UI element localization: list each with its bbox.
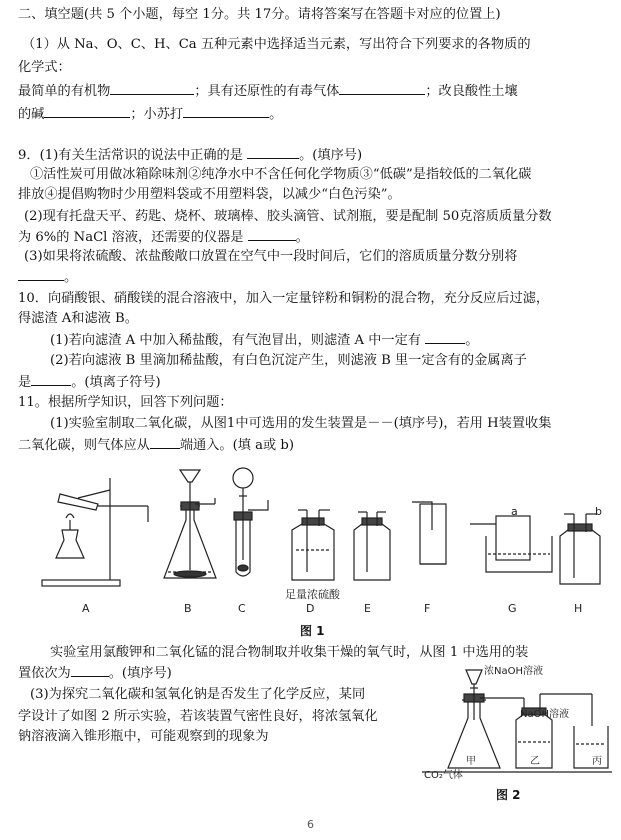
q9-line7 [18,268,77,286]
answer-blank-q10-1[interactable] [425,331,465,344]
q1-end: 。 [269,107,283,122]
q11-line5-b: 。(填序号) [108,666,172,681]
q11-line8: 钠溶液滴入锥形瓶中，可能观察到的现象为 [18,729,269,744]
apparatus-c [233,468,268,576]
q9-line6: (3)如果将浓硫酸、浓盐酸敞口放置在空气中一段时间后，它们的溶质质量分数分别将 [24,249,518,264]
fig2-yi: 乙 [530,756,540,767]
q1-line3 [18,82,518,100]
q11-line7: 学设计了如图 2 所示实验，若该装置气密性良好，将浓氢氧化 [18,709,378,724]
q11-line2: (1)实验室制取二氧化碳，从图1中可选用的发生装置是－－(填序号)，若用 H装置收集 [50,416,552,431]
label-g: G [508,602,517,615]
label-b: B [184,602,192,615]
d-note: 足量浓硫酸 [285,588,340,601]
q10-line5 [18,373,161,391]
label-e: E [364,602,371,615]
q10-line5-b: 。(填离子符号) [71,375,161,390]
q10-line4: (2)若向滤液 B 里滴加稀盐酸，有白色沉淀产生，则滤液 B 里一定含有的金属离子 [50,353,527,368]
q1-line1: （1）从 Na、O、C、H、Ca 五种元素中选择适当元素，写出符合下列要求的各物质的 [22,37,531,52]
q11-line3-a: 二氧化碳，则气体应从 [18,438,150,453]
figure-2-caption: 图 2 [496,788,521,802]
label-f: F [424,602,431,615]
apparatus-b [164,470,216,578]
fig2-bing: 丙 [592,756,602,767]
apparatus-a [42,478,148,586]
q11-line5 [18,664,172,682]
q9-line1 [18,146,362,164]
page-number: 6 [307,818,314,831]
q9-line1-text: 9．(1)有关生活常识的说法中正确的是 [18,148,243,163]
q11-line3 [18,436,294,454]
q10-line3-text: (1)若向滤渣 A 中加入稀盐酸，有气泡冒出，则滤渣 A 中一定有 [50,333,421,348]
q9-line2: ①活性炭可用做冰箱除味剂②纯净水中不含任何化学物质③“低碳”是指较低的二氧化碳 [30,167,532,182]
q1-a-text: 最简单的有机物 [18,84,111,99]
apparatus-h [560,514,600,584]
answer-blank-base[interactable] [44,105,130,118]
label-h: H [574,602,583,615]
fig2-jia: 甲 [466,756,476,767]
q11-line4: 实验室用氯酸钾和二氧化锰的混合物制取并收集干燥的氧气时，从图 1 中选用的装 [50,645,529,660]
q1-e-text: ；小苏打 [130,107,184,122]
figure-2-apparatus [420,660,615,780]
answer-blank-q9-3[interactable] [18,268,64,281]
q1-line4 [18,105,282,123]
h-label-a: a [511,505,518,518]
fig2-naoh-conc: 浓NaOH溶液 [484,666,543,677]
label-a: A [82,602,90,615]
q10-line3-end: 。 [465,333,479,348]
q1-c-text: ；改良酸性土壤 [425,84,518,99]
answer-blank-organic[interactable] [110,82,194,95]
q9-line5-end: 。 [295,230,309,245]
section-title: 二、填空题(共 5 个小题，每空 1分。共 17分。请将答案写在答题卡对应的位置上) [18,7,501,22]
apparatus-f [412,502,446,564]
q9-line5-text: 为 6%的 NaCl 溶液，还需要的仪器是 [18,230,244,245]
q1-line2: 化学式： [18,60,71,75]
answer-blank-q9-1[interactable] [247,146,299,159]
q11-line6: (3)为探究二氧化碳和氢氧化钠是否发生了化学反应，某同 [30,687,366,702]
answer-blank-toxic-gas[interactable] [339,82,425,95]
figure-1-caption: 图 1 [300,624,325,638]
q10-line1: 10．向硝酸银、硝酸镁的混合溶液中，加入一定量锌粉和铜粉的混合物，充分反应后过滤， [18,291,550,306]
apparatus-d [292,510,334,580]
q10-line3 [50,331,478,349]
label-c: C [238,602,246,615]
h-label-b: b [595,505,602,518]
q9-line7-end: 。 [64,270,78,285]
answer-blank-q9-2[interactable] [248,228,296,241]
q11-line3-b: 端通入。(填 a或 b) [179,438,294,453]
q9-line5 [18,228,309,246]
answer-blank-baking-soda[interactable] [183,105,269,118]
answer-blank-q11-1[interactable] [150,436,180,449]
apparatus-e [354,512,390,580]
q9-line3: 排放④提倡购物时少用塑料袋或不用塑料袋，以减少“白色污染”。 [18,187,401,202]
q9-line4: (2)现有托盘天平、药匙、烧杯、玻璃棒、胶头滴管、试剂瓶，要是配制 50克溶质质量分数 [24,209,552,224]
apparatus-g [470,516,552,572]
q10-line2: 得滤渣 A和滤液 B。 [18,311,138,326]
answer-blank-q10-2[interactable] [31,373,71,386]
answer-blank-q11-2[interactable] [71,664,109,677]
q1-b-text: ；具有还原性的有毒气体 [194,84,340,99]
q9-line1-end: 。(填序号) [299,148,363,163]
q10-line5-a: 是 [18,375,32,390]
fig2-naoh-sol: NaOH溶液 [520,709,569,720]
fig2-co2: CO₂气体 [424,770,463,781]
q1-d-text: 的碱 [18,107,45,122]
q11-line5-a: 置依次为 [18,666,71,681]
q11-line1: 11。根据所学知识，回答下列问题： [18,395,233,410]
label-d: D [306,602,315,615]
